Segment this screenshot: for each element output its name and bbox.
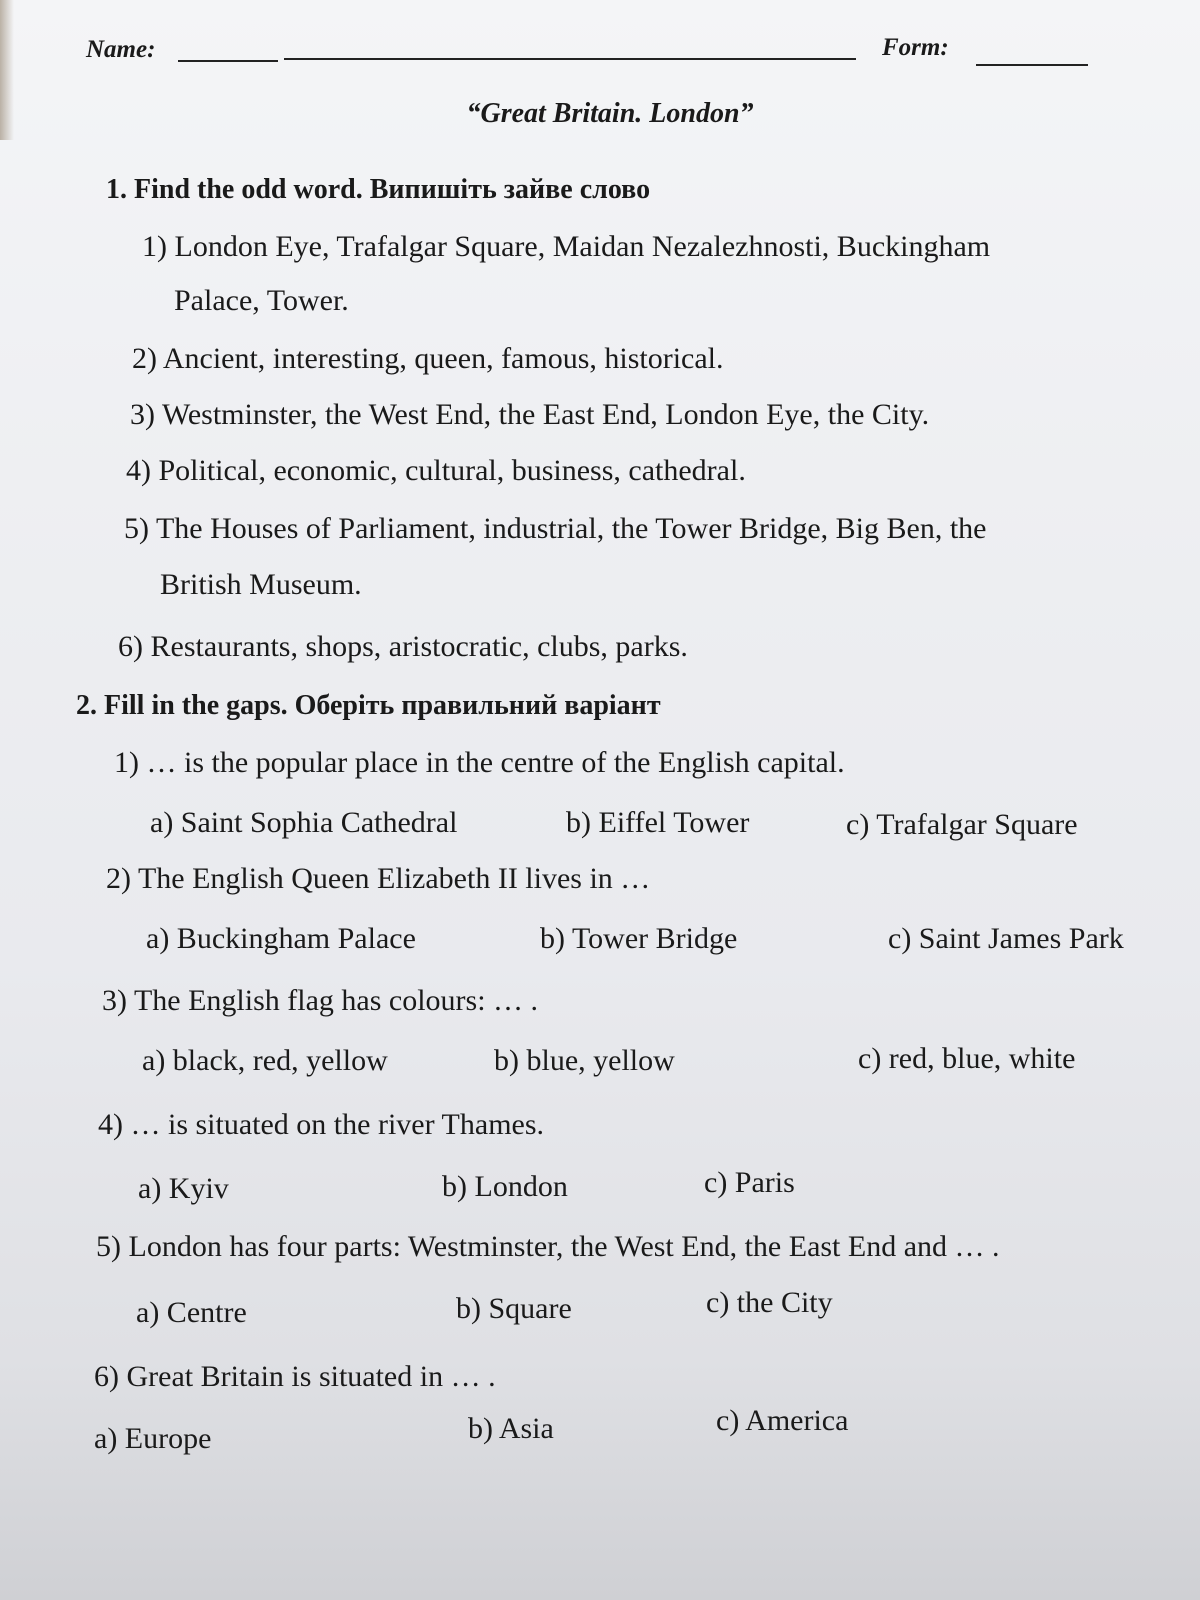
odd-word-item-5-line1: 5) The Houses of Parliament, industrial, the Tower Bridge, Big Ben, the xyxy=(124,512,987,545)
name-blank-line xyxy=(284,58,856,60)
gap-q2-option-b: b) Tower Bridge xyxy=(540,922,738,955)
gap-q3-option-b: b) blue, yellow xyxy=(494,1044,675,1077)
gap-q3-option-a: a) black, red, yellow xyxy=(142,1044,388,1077)
section2-title: 2. Fill in the gaps. Оберіть правильний варіант xyxy=(76,690,661,721)
odd-word-item-1-line1: 1) London Eye, Trafalgar Square, Maidan Nezalezhnosti, Buckingham xyxy=(142,230,991,263)
gap-question-2: 2) The English Queen Elizabeth II lives in … xyxy=(106,862,651,895)
gap-q4-option-a: a) Kyiv xyxy=(138,1172,229,1205)
gap-q4-option-c: c) Paris xyxy=(704,1166,795,1199)
gap-q3-option-c: c) red, blue, white xyxy=(858,1042,1076,1075)
gap-q5-option-c: c) the City xyxy=(706,1286,833,1319)
gap-q6-option-a: a) Europe xyxy=(94,1422,212,1455)
header-row xyxy=(86,36,1086,76)
gap-question-1: 1) … is the popular place in the centre of the English capital. xyxy=(114,746,845,779)
gap-q6-option-c: c) America xyxy=(716,1404,849,1437)
gap-question-4: 4) … is situated on the river Thames. xyxy=(98,1108,545,1141)
gap-q5-option-a: a) Centre xyxy=(136,1296,247,1329)
odd-word-item-2: 2) Ancient, interesting, queen, famous, historical. xyxy=(132,342,724,375)
odd-word-item-5-line2: British Museum. xyxy=(160,568,362,601)
gap-q5-option-b: b) Square xyxy=(456,1292,572,1325)
gap-q6-option-b: b) Asia xyxy=(468,1412,554,1445)
name-label: Name: xyxy=(86,36,156,63)
gap-q2-option-a: a) Buckingham Palace xyxy=(146,922,416,955)
gap-question-3: 3) The English flag has colours: … . xyxy=(102,984,539,1017)
gap-q1-option-c: c) Trafalgar Square xyxy=(846,808,1078,841)
gap-question-6: 6) Great Britain is situated in … . xyxy=(94,1360,496,1393)
gap-question-5: 5) London has four parts: Westminster, the West End, the East End and … . xyxy=(96,1230,1000,1263)
gap-q1-option-a: a) Saint Sophia Cathedral xyxy=(150,806,458,839)
gap-q2-option-c: c) Saint James Park xyxy=(888,922,1124,955)
form-blank-line xyxy=(976,64,1088,66)
form-label: Form: xyxy=(882,34,949,61)
odd-word-item-6: 6) Restaurants, shops, aristocratic, clubs, parks. xyxy=(118,630,688,663)
odd-word-item-4: 4) Political, economic, cultural, business, cathedral. xyxy=(126,454,746,487)
worksheet-title: “Great Britain. London” xyxy=(466,98,754,129)
odd-word-item-1-line2: Palace, Tower. xyxy=(174,284,349,317)
gap-q4-option-b: b) London xyxy=(442,1170,568,1203)
gap-q1-option-b: b) Eiffel Tower xyxy=(566,806,750,839)
name-blank-line-short xyxy=(178,60,278,62)
odd-word-item-3: 3) Westminster, the West End, the East End, London Eye, the City. xyxy=(130,398,930,431)
section1-title: 1. Find the odd word. Випишіть зайве слово xyxy=(106,174,651,205)
